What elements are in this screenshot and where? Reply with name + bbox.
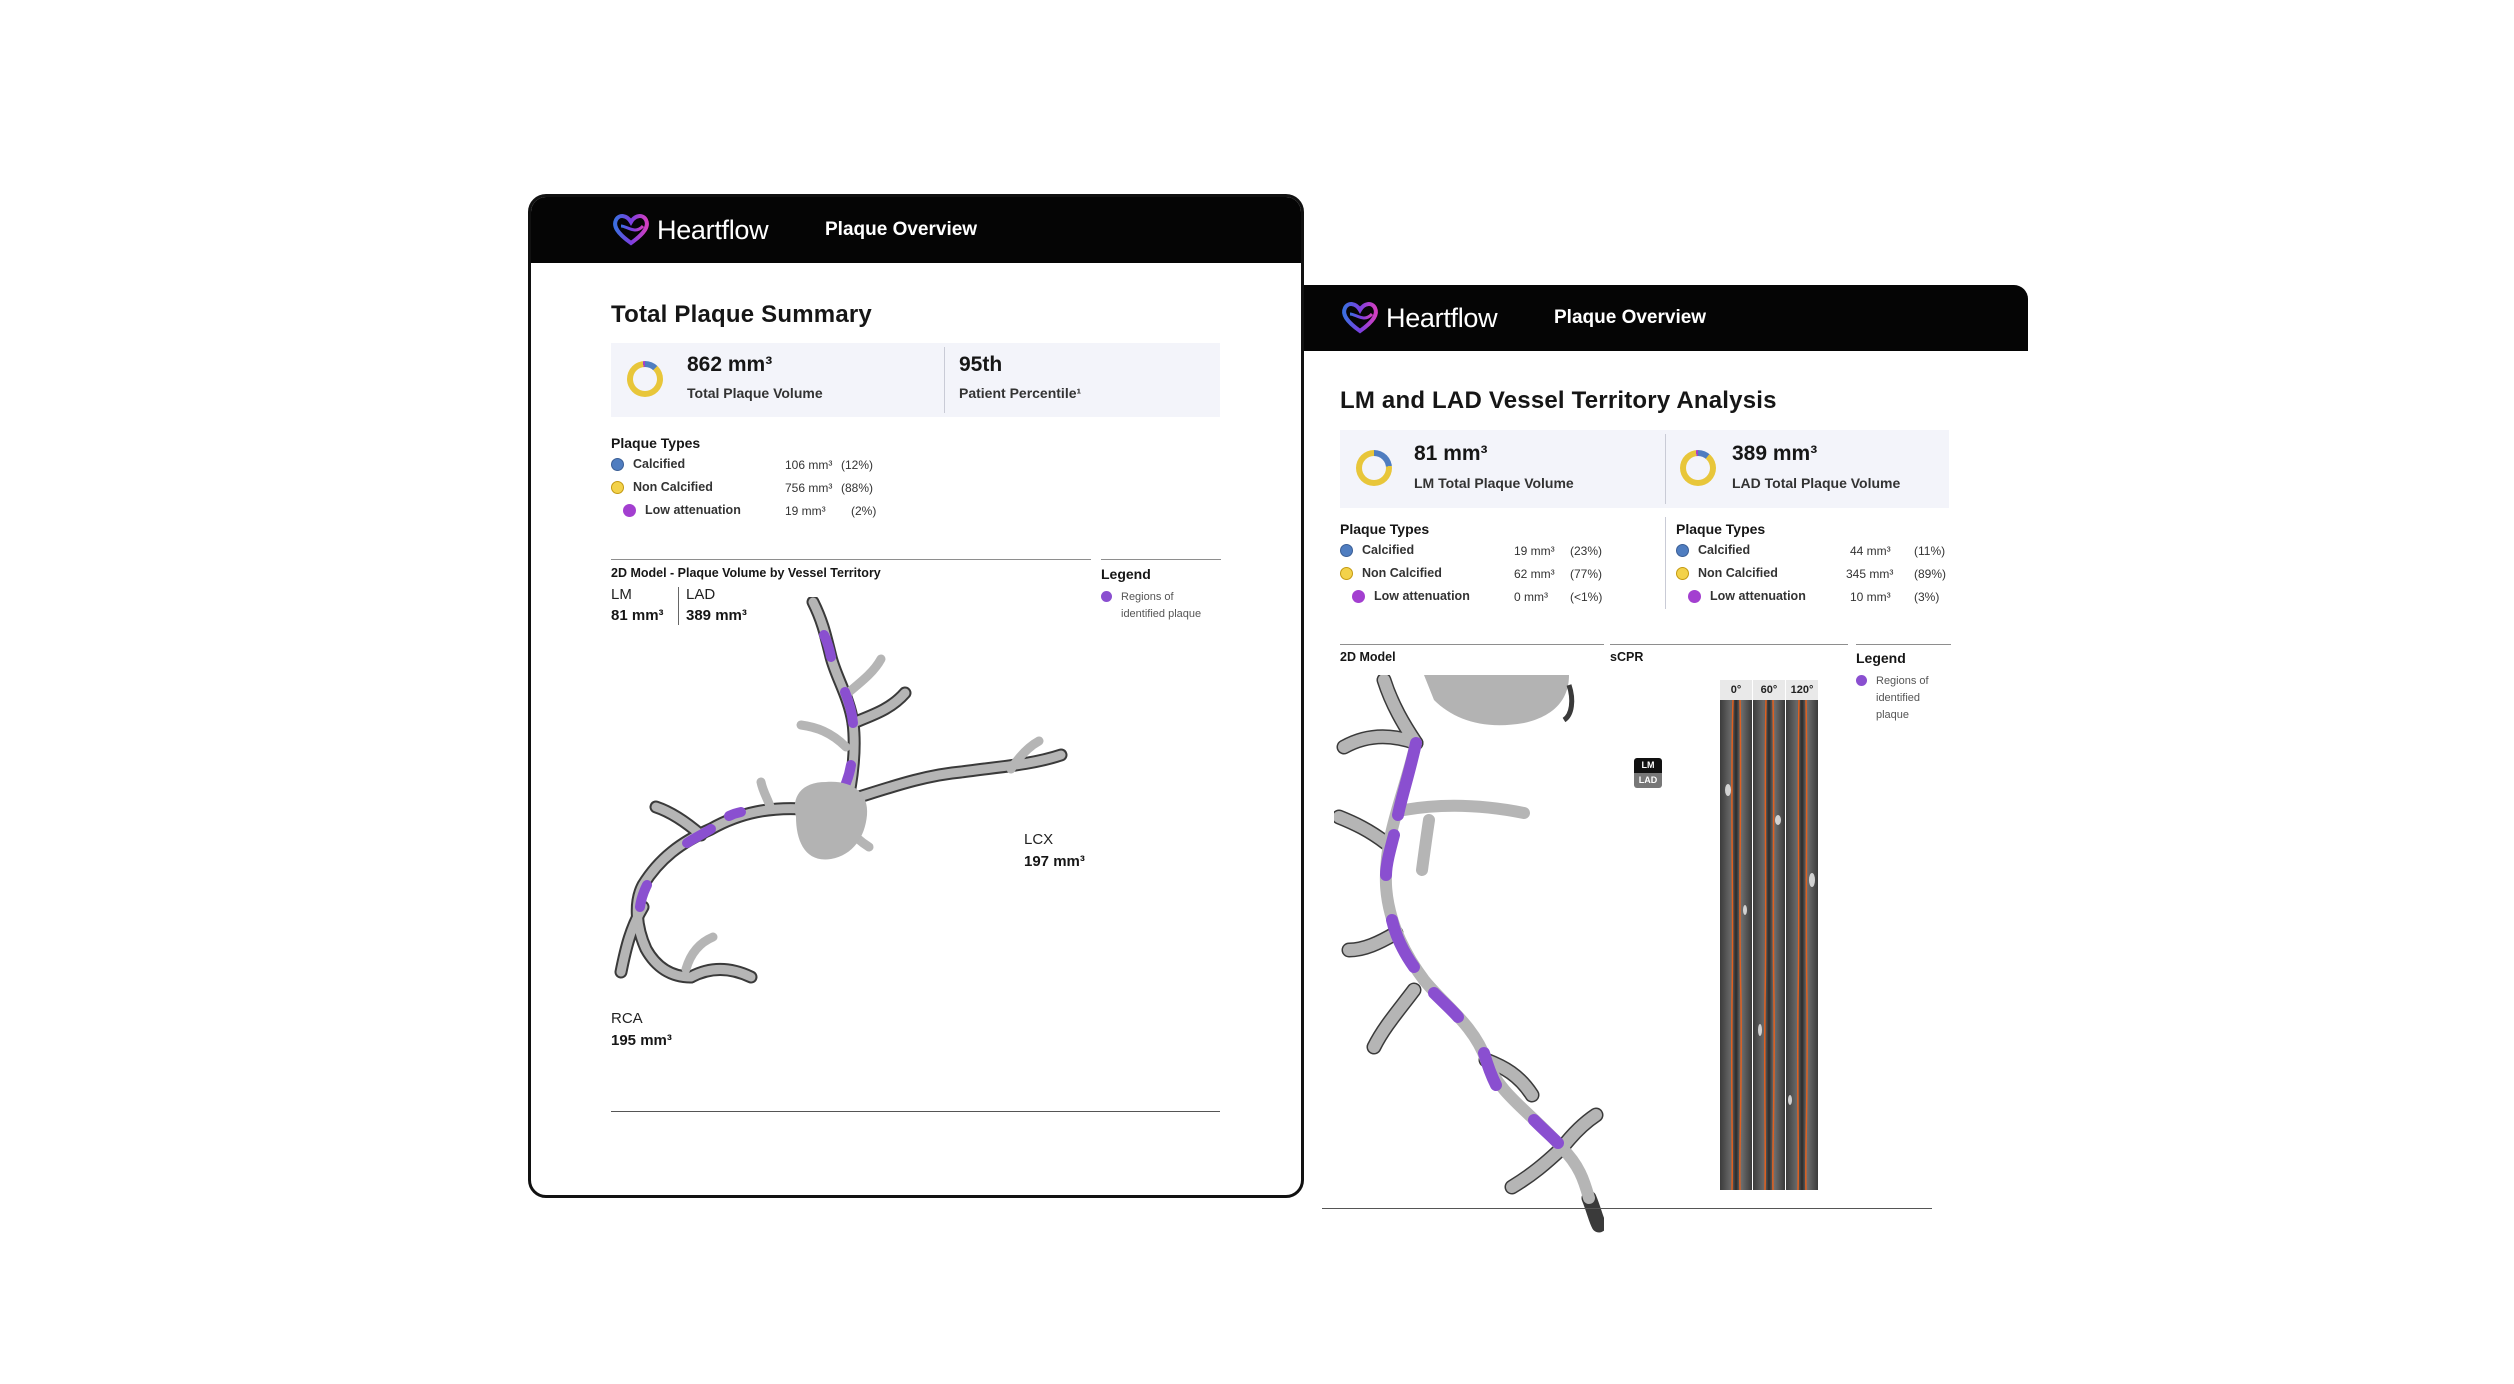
non-calcified-value: 756 mm³ [785,481,833,495]
low-attenuation-dot-icon [623,504,636,517]
divider [1665,434,1666,504]
lm-total-value: 81 mm³ [1414,442,1488,465]
total-plaque-value: 862 mm³ [687,353,773,376]
lcx-value: 197 mm³ [1024,853,1085,870]
footer-divider [611,1111,1220,1112]
lad-non-calcified-pct: (89%) [1914,567,1947,581]
plaque-types-title: Plaque Types [611,435,701,451]
lad-label: LAD [686,586,716,603]
low-attenuation-dot-icon [1352,590,1365,603]
lad-total-label: LAD Total Plaque Volume [1732,475,1901,491]
legend-title: Legend [1856,650,1906,666]
calcified-pct: (12%) [841,458,874,472]
heart-icon [611,213,651,247]
lm-row-low-attenuation: Low attenuation [1352,587,1470,605]
card-header [1304,285,2028,351]
plaque-row-low-attenuation: Low attenuation [623,501,741,519]
lm-low-attenuation-value: 0 mm³ [1514,590,1548,604]
plaque-row-calcified: Calcified [611,455,685,473]
lm-label: LM [611,586,632,603]
lad-calcified-value: 44 mm³ [1850,544,1891,558]
lm-ring-icon [1356,450,1392,486]
lad-ring-icon [1680,450,1716,486]
plaque-ring-icon [627,361,663,397]
lm-non-calcified-pct: (77%) [1570,567,1603,581]
total-summary-box [611,343,1220,417]
low-attenuation-value: 19 mm³ [785,504,826,518]
plaque-row-non-calcified: Non Calcified [611,478,713,496]
heartflow-logo [1340,301,1497,335]
badge-top: LM [1634,758,1662,773]
scpr-images [1720,700,1818,1190]
angle-120-label: 120° [1786,680,1818,700]
legend-text-1: Regions of [1876,675,1929,687]
legend-title: Legend [1101,566,1151,582]
lm-calcified-value: 19 mm³ [1514,544,1555,558]
legend-text-1: Regions of [1121,591,1174,603]
non-calcified-dot-icon [1340,567,1353,580]
angle-60-label: 60° [1753,680,1785,700]
calcified-dot-icon [611,458,624,471]
lm-value: 81 mm³ [611,607,664,624]
calcified-value: 106 mm³ [785,458,833,472]
low-attenuation-pct: (2%) [851,504,877,518]
lad-low-attenuation-value: 10 mm³ [1850,590,1891,604]
plaque-region-dot-icon [1856,675,1867,686]
lad-low-attenuation-pct: (3%) [1914,590,1940,604]
lm-lad-model-diagram [1334,675,1604,1235]
vessel-territory-card [1304,285,2028,1285]
legend-divider [1856,644,1951,645]
non-calcified-pct: (88%) [841,481,874,495]
lm-lad-badge [1634,758,1662,790]
percentile-value: 95th [959,353,1003,376]
heart-icon [1340,301,1380,335]
page-title: LM and LAD Vessel Territory Analysis [1340,387,1777,414]
header-title: Plaque Overview [825,219,978,240]
legend-text-2: identified [1876,692,1921,704]
total-plaque-label: Total Plaque Volume [687,385,823,401]
non-calcified-dot-icon [1676,567,1689,580]
divider [944,347,945,413]
lm-total-label: LM Total Plaque Volume [1414,475,1574,491]
badge-bottom: LAD [1634,773,1662,788]
model-divider [1340,644,1604,645]
legend-item [1856,673,1929,724]
coronary-tree-diagram [591,597,1131,1017]
lad-total-value: 389 mm³ [1732,442,1818,465]
lad-plaque-types-title: Plaque Types [1676,521,1766,537]
page-title: Total Plaque Summary [611,301,872,328]
calcified-dot-icon [1676,544,1689,557]
legend-text-3: plaque [1876,709,1910,721]
lm-calcified-pct: (23%) [1570,544,1603,558]
non-calcified-dot-icon [611,481,624,494]
header-title: Plaque Overview [1554,307,1707,328]
lm-low-attenuation-pct: (<1%) [1570,590,1603,604]
lcx-label: LCX [1024,831,1054,848]
legend-divider [1101,559,1221,560]
percentile-label: Patient Percentile¹ [959,385,1082,401]
heart-shape [795,782,867,860]
plaque-summary-card [528,194,1304,1198]
lad-value: 389 mm³ [686,607,747,624]
lad-row-calcified: Calcified [1676,541,1750,559]
model-title: 2D Model [1340,650,1396,664]
brand-name: Heartflow [1386,302,1498,333]
lm-row-non-calcified: Non Calcified [1340,564,1442,582]
card-header [531,197,1301,263]
model-title: 2D Model - Plaque Volume by Vessel Territory [611,566,881,580]
heartflow-logo [611,213,768,247]
angle-0-label: 0° [1720,680,1752,700]
territory-summary-box [1340,430,1949,508]
lad-row-non-calcified: Non Calcified [1676,564,1778,582]
footer-divider [1322,1208,1932,1209]
lad-calcified-pct: (11%) [1914,544,1946,558]
lm-plaque-types-title: Plaque Types [1340,521,1430,537]
legend-text-2: identified plaque [1121,608,1202,620]
lm-row-calcified: Calcified [1340,541,1414,559]
low-attenuation-dot-icon [1688,590,1701,603]
lad-non-calcified-value: 345 mm³ [1846,567,1894,581]
calcified-dot-icon [1340,544,1353,557]
scpr-title: sCPR [1610,650,1644,664]
scpr-divider [1610,644,1848,645]
section-divider [611,559,1091,560]
types-divider [1665,517,1666,609]
brand-name: Heartflow [657,214,769,245]
scpr-image-strip [1720,680,1818,1190]
heart-shape [1424,675,1569,725]
lad-row-low-attenuation: Low attenuation [1688,587,1806,605]
lm-non-calcified-value: 62 mm³ [1514,567,1555,581]
rca-label: RCA [611,1010,643,1027]
rca-value: 195 mm³ [611,1032,672,1049]
